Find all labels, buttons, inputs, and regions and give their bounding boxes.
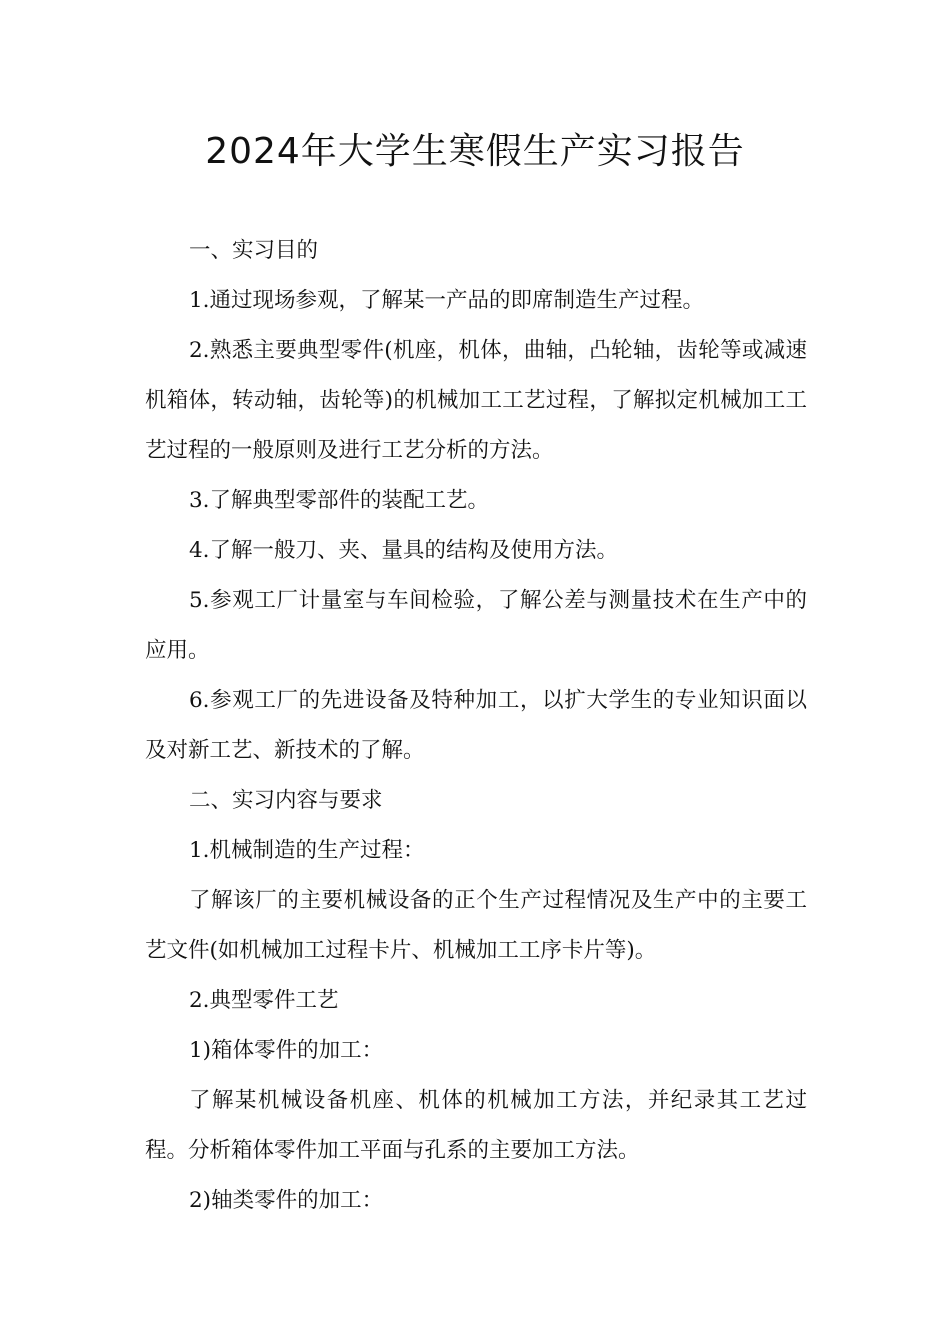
document-title: 2024年大学生寒假生产实习报告 (205, 131, 745, 172)
purpose-item-5: 5.参观工厂计量室与车间检验，了解公差与测量技术在生产中的应用。 (145, 588, 807, 663)
purpose-item-2: 2.熟悉主要典型零件(机座，机体，曲轴，凸轮轴，齿轮等或减速机箱体，转动轴，齿轮等)的机械加工工艺过程，了解拟定机械加工工艺过程的一般原则及进行工艺分析的方法。 (145, 338, 807, 463)
purpose-item-4: 4.了解一般刀、夹、量具的结构及使用方法。 (189, 538, 619, 563)
purpose-item-3: 3.了解典型零部件的装配工艺。 (189, 488, 490, 513)
box-parts-text: 了解某机械设备机座、机体的机械加工方法，并纪录其工艺过程。分析箱体零件加工平面与孔系的主要加工方法。 (145, 1088, 807, 1163)
heading-content-requirements: 二、实习内容与要求 (189, 788, 383, 813)
shaft-parts-heading: 2)轴类零件的加工： (189, 1188, 384, 1213)
heading-purpose: 一、实习目的 (189, 238, 319, 263)
document-body (145, 226, 807, 1226)
purpose-item-6: 6.参观工厂的先进设备及特种加工，以扩大学生的专业知识面以及对新工艺、新技术的了解。 (145, 688, 807, 763)
content-item-1-text: 了解该厂的主要机械设备的正个生产过程情况及生产中的主要工艺文件(如机械加工过程卡片、机械加工工序卡片等)。 (145, 888, 807, 963)
box-parts-heading: 1)箱体零件的加工： (189, 1038, 384, 1063)
content-item-1-heading: 1.机械制造的生产过程： (189, 838, 425, 863)
content-item-2-heading: 2.典型零件工艺 (189, 988, 339, 1013)
purpose-item-1: 1.通过现场参观，了解某一产品的即席制造生产过程。 (189, 288, 705, 313)
